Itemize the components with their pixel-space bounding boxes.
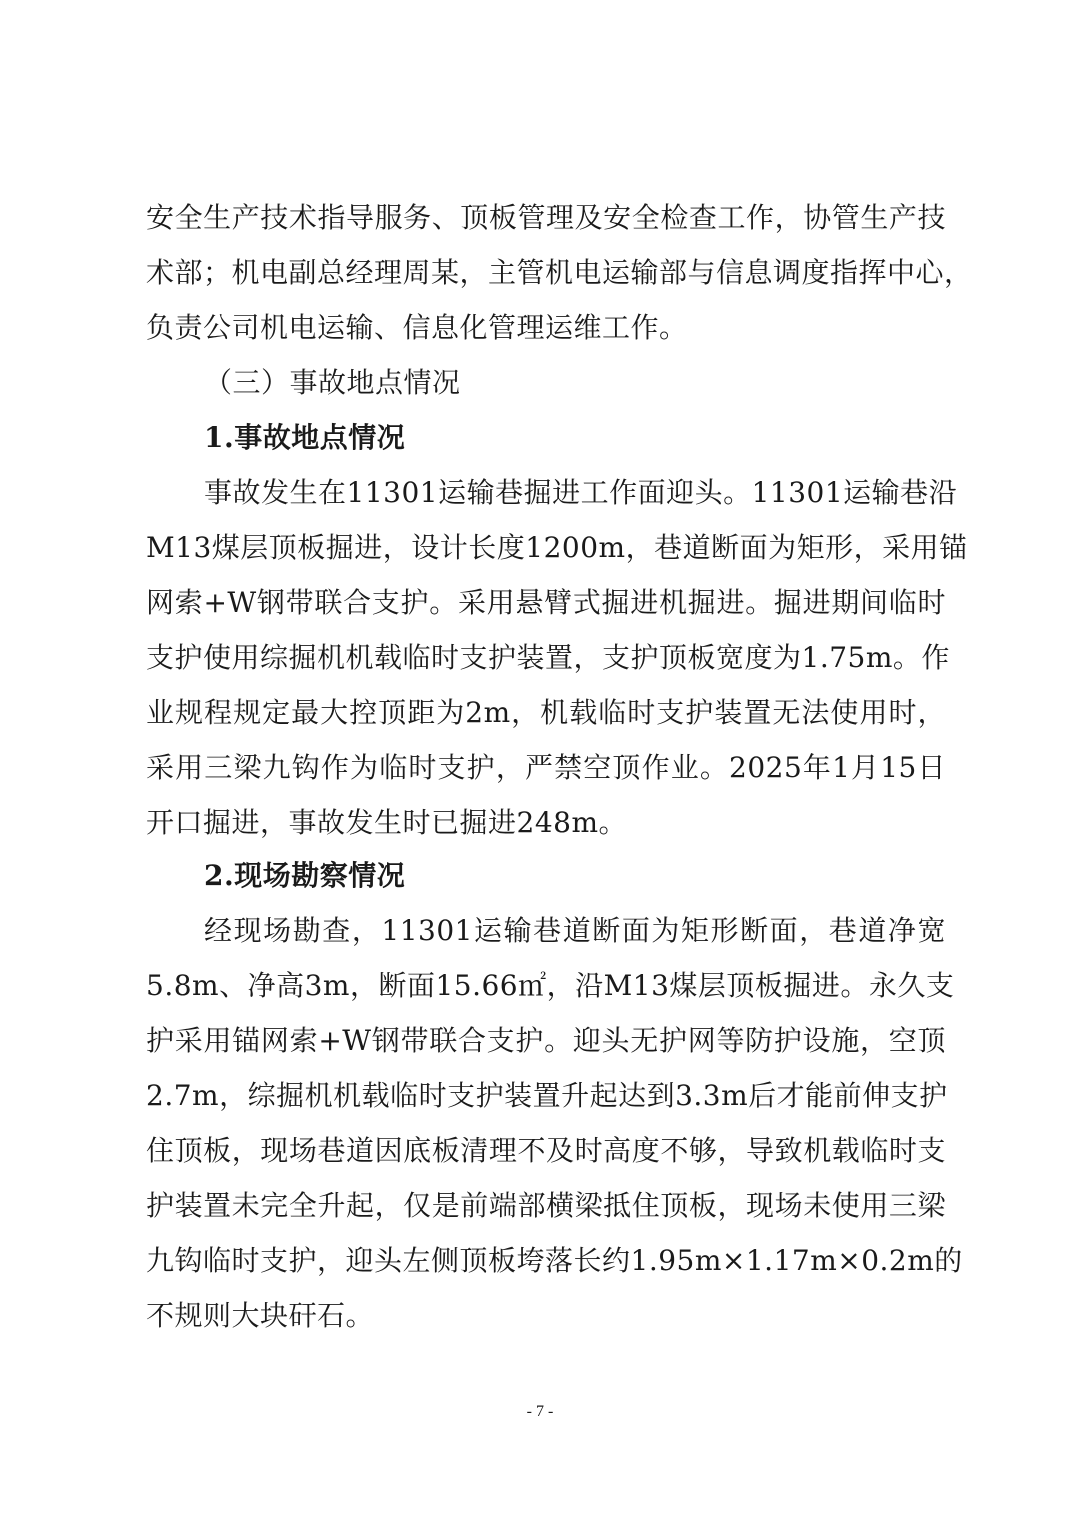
paragraph-line: 护采用锚网索+W钢带联合支护。迎头无护网等防护设施，空顶	[146, 1024, 946, 1057]
paragraph-line: 开口掘进，事故发生时已掘进248m。	[146, 806, 627, 839]
section-heading: （三）事故地点情况	[204, 366, 461, 399]
paragraph-line: 住顶板，现场巷道因底板清理不及时高度不够，导致机载临时支	[146, 1134, 946, 1167]
paragraph-line: M13煤层顶板掘进，设计长度1200m，巷道断面为矩形，采用锚	[146, 531, 968, 564]
paragraph-line: 网索+W钢带联合支护。采用悬臂式掘进机掘进。掘进期间临时	[146, 586, 946, 619]
paragraph-line: 术部；机电副总经理周某，主管机电运输部与信息调度指挥中心，	[146, 256, 973, 289]
paragraph-line: 不规则大块矸石。	[146, 1299, 375, 1332]
paragraph-line: 负责公司机电运输、信息化管理运维工作。	[146, 311, 688, 344]
paragraph-line: 5.8m、净高3m，断面15.66㎡，沿M13煤层顶板掘进。永久支	[146, 969, 955, 1002]
subsection-heading: 2.现场勘察情况	[204, 859, 406, 892]
paragraph-line: 采用三梁九钩作为临时支护，严禁空顶作业。2025年1月15日	[146, 751, 946, 784]
paragraph-line: 九钩临时支护，迎头左侧顶板垮落长约1.95m×1.17m×0.2m的	[146, 1244, 963, 1277]
paragraph-line: 业规程规定最大控顶距为2m，机载临时支护装置无法使用时，	[146, 696, 946, 729]
paragraph-line: 支护使用综掘机机载临时支护装置，支护顶板宽度为1.75m。作	[146, 641, 950, 674]
paragraph-line: 经现场勘查，11301运输巷道断面为矩形断面，巷道净宽	[204, 914, 946, 947]
paragraph-line: 事故发生在11301运输巷掘进工作面迎头。11301运输巷沿	[204, 476, 958, 509]
paragraph-line: 安全生产技术指导服务、顶板管理及安全检查工作，协管生产技	[146, 201, 946, 234]
paragraph-line: 护装置未完全升起，仅是前端部横梁抵住顶板，现场未使用三梁	[146, 1189, 946, 1222]
paragraph-line: 2.7m，综掘机机载临时支护装置升起达到3.3m后才能前伸支护	[146, 1079, 948, 1112]
subsection-heading: 1.事故地点情况	[204, 421, 406, 454]
page-number: - 7 -	[526, 1403, 554, 1420]
